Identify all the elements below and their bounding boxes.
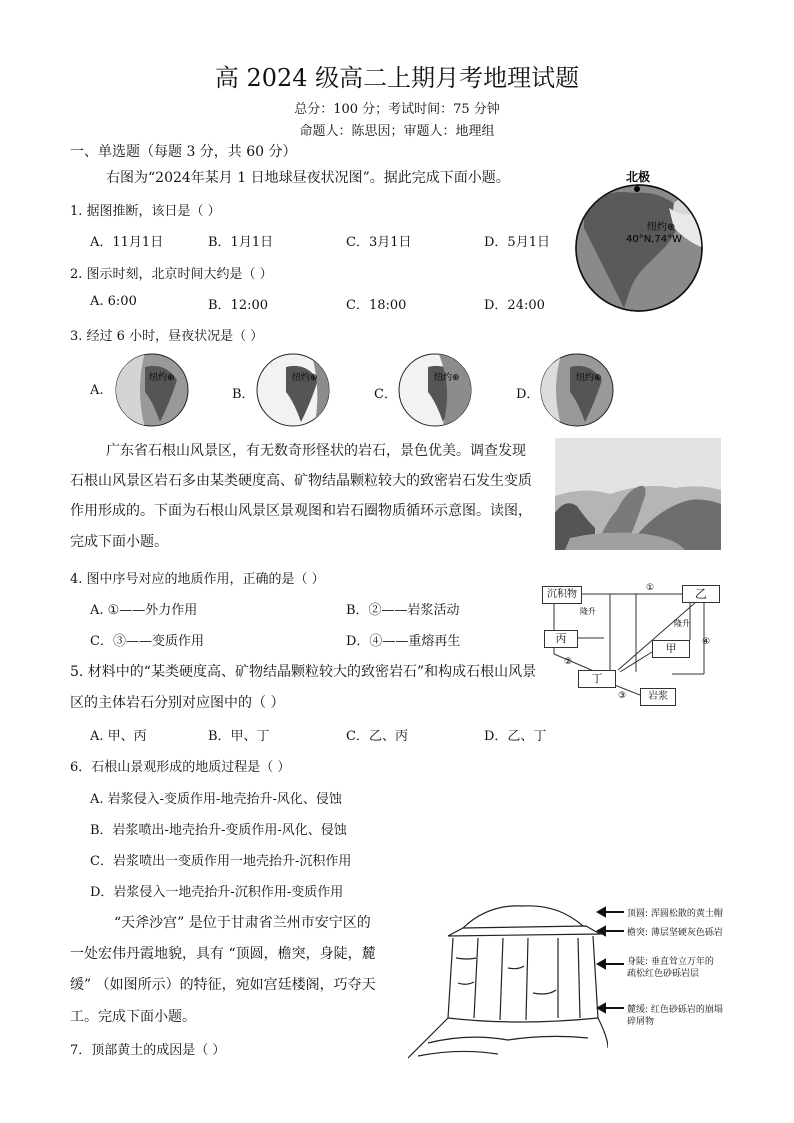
danxia-arrows xyxy=(596,902,626,1022)
q3-globe-d[interactable] xyxy=(540,352,614,432)
section-heading: 一、单选题（每题 3 分，共 60 分） xyxy=(70,144,297,160)
q1-option-b[interactable]: B．1月1日 xyxy=(208,235,274,250)
q3-option-d[interactable]: D． xyxy=(516,387,540,402)
q4-option-a[interactable]: A. ①——外力作用 xyxy=(90,603,198,618)
q3-option-a[interactable]: A. xyxy=(90,383,104,398)
passage2-line1: 广东省石根山风景区，有无数奇形怪状的岩石，景色优美。调查发现 xyxy=(106,443,526,459)
q4-option-b[interactable]: B．②——岩浆活动 xyxy=(346,603,460,618)
landscape-photo xyxy=(555,438,721,550)
q6-stem: 6．石根山景观形成的地质过程是（ ） xyxy=(70,760,291,775)
q3d-city-label: 纽约⊕ xyxy=(576,373,602,383)
num-3: ③ xyxy=(618,691,627,701)
label-body-1: 身陡: 垂直耸立万年的 xyxy=(627,957,714,967)
q2-option-b[interactable]: B．12:00 xyxy=(208,298,269,313)
passage3-line2: 一处宏伟丹霞地貌，具有 “顶圆，檐突，身陡，麓 xyxy=(70,946,376,962)
q2-option-c[interactable]: C．18:00 xyxy=(346,298,407,313)
exam-authors: 命题人：陈思因；审题人：地理组 xyxy=(299,124,495,139)
danxia-sketch xyxy=(408,898,608,1068)
label-foot-1: 麓缓: 红色砂砾岩的崩塌 xyxy=(627,1005,723,1015)
passage3-line1: “天斧沙宫” 是位于甘肃省兰州市安宁区的 xyxy=(114,915,371,931)
q2-stem: 2. 图示时刻，北京时间大约是（ ） xyxy=(70,267,273,282)
q3-option-b[interactable]: B． xyxy=(232,387,255,402)
q3-stem: 3. 经过 6 小时，昼夜状况是（ ） xyxy=(70,329,264,344)
q3-globe-c[interactable] xyxy=(398,352,472,432)
uplift-label: 隆升 xyxy=(674,619,690,628)
q3a-city-label: 纽约⊕ xyxy=(149,373,175,383)
uplift-label-left: 隆升 xyxy=(580,607,596,616)
num-2: ② xyxy=(564,657,573,667)
q3-globe-a[interactable] xyxy=(115,352,189,432)
coords-label: 40°N,74°W xyxy=(626,234,682,245)
node-ding: 丁 xyxy=(578,670,616,688)
passage3-line4: 工。完成下面小题。 xyxy=(70,1009,196,1025)
node-sediment: 沉积物 xyxy=(542,586,582,604)
passage3-line3: 缓” （如图所示）的特征，宛如宫廷楼阁，巧夺天 xyxy=(70,977,376,993)
q4-option-c[interactable]: C．③——变质作用 xyxy=(90,634,204,649)
north-pole-dot xyxy=(634,186,640,192)
q4-option-d[interactable]: D．④——重熔再生 xyxy=(346,634,461,649)
newyork-label: 纽约⊕ xyxy=(647,222,676,233)
intro-text: 右图为“2024年某月 1 日地球昼夜状况图”。据此完成下面小题。 xyxy=(106,170,510,186)
q6-option-c[interactable]: C．岩浆喷出一变质作用一地壳抬升-沉积作用 xyxy=(90,854,352,869)
q1-option-c[interactable]: C．3月1日 xyxy=(346,235,412,250)
q6-option-b[interactable]: B．岩浆喷出-地壳抬升-变质作用-风化、侵蚀 xyxy=(90,823,347,838)
q5-option-b[interactable]: B．甲、丁 xyxy=(208,729,270,744)
q5-option-d[interactable]: D．乙、丁 xyxy=(484,729,547,744)
q1-stem: 1. 据图推断，该日是（ ） xyxy=(70,204,221,219)
q7-stem: 7．顶部黄土的成因是（ ） xyxy=(70,1043,226,1058)
num-4: ④ xyxy=(702,637,711,647)
q5-option-c[interactable]: C．乙、丙 xyxy=(346,729,408,744)
q2-option-a[interactable]: A. 6:00 xyxy=(90,294,137,309)
q3-option-c[interactable]: C． xyxy=(374,387,397,402)
q6-option-a[interactable]: A. 岩浆侵入-变质作用-地壳抬升-风化、侵蚀 xyxy=(90,792,342,807)
q3-globe-b[interactable] xyxy=(256,352,330,432)
label-foot-2: 碎屑物 xyxy=(627,1017,655,1027)
label-body-2: 疏松红色砂砾岩层 xyxy=(627,969,700,979)
pole-label: 北极 xyxy=(626,170,651,184)
q3c-city-label: 纽约⊕ xyxy=(434,373,460,383)
node-magma: 岩浆 xyxy=(640,688,676,706)
q1-option-d[interactable]: D．5月1日 xyxy=(484,235,550,250)
passage2-line4: 完成下面小题。 xyxy=(70,534,168,550)
q5-stem-line1: 5. 材料中的“某类硬度高、矿物结晶颗粒较大的致密岩石”和构成石根山风景 xyxy=(70,664,537,680)
page-title: 高 2024 级高二上期月考地理试题 xyxy=(214,64,580,92)
passage2-line3: 作用形成的。下面为石根山风景区景观图和岩石圈物质循环示意图。读图， xyxy=(70,503,532,519)
label-top: 顶圆: 浑圆松散的黄土帽 xyxy=(627,909,723,919)
node-bing: 丙 xyxy=(544,630,578,648)
rock-cycle-diagram xyxy=(540,580,724,708)
globe-figure xyxy=(574,168,704,314)
q5-stem-line2: 区的主体岩石分别对应图中的（ ） xyxy=(70,695,285,711)
exam-meta: 总分：100 分；考试时间：75 分钟 xyxy=(294,102,500,117)
label-eave: 檐突: 薄层坚硬灰色砾岩 xyxy=(627,928,723,938)
q4-stem: 4. 图中序号对应的地质作用，正确的是（ ） xyxy=(70,572,325,587)
q3b-city-label: 纽约⊕ xyxy=(292,373,318,383)
q6-option-d[interactable]: D．岩浆侵入一地壳抬升-沉积作用-变质作用 xyxy=(90,885,344,900)
num-1: ① xyxy=(646,583,655,593)
q5-option-a[interactable]: A. 甲、丙 xyxy=(90,729,147,744)
node-jia: 甲 xyxy=(652,640,690,658)
passage2-line2: 石根山风景区岩石多由某类硬度高、矿物结晶颗粒较大的致密岩石发生变质 xyxy=(70,473,532,489)
q1-option-a[interactable]: A．11月1日 xyxy=(90,235,164,250)
q2-option-d[interactable]: D．24:00 xyxy=(484,298,545,313)
node-yi: 乙 xyxy=(682,585,720,603)
